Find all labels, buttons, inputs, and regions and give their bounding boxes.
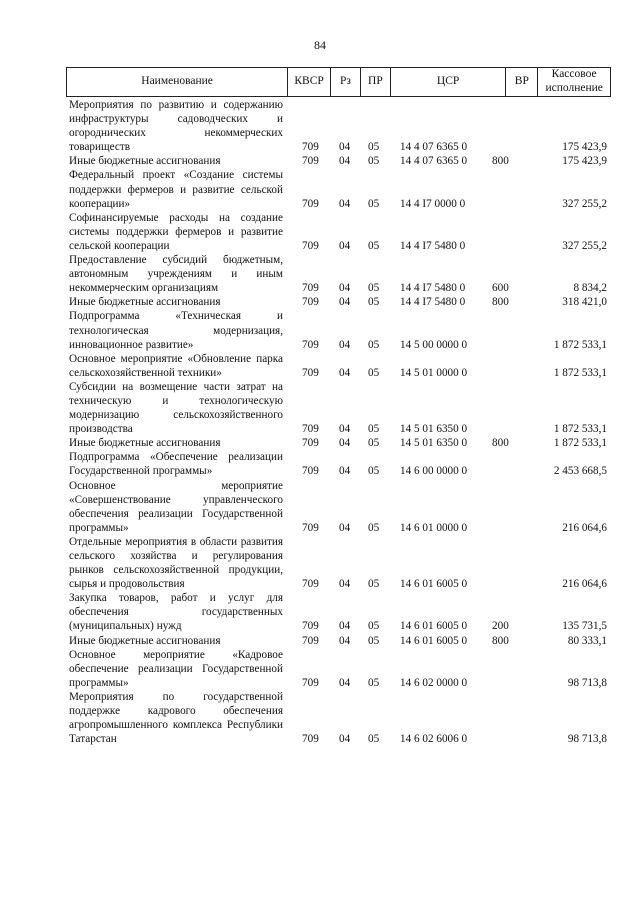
row-pr: 05 <box>368 733 380 746</box>
row-kvsr: 709 <box>302 197 319 210</box>
row-amount: 98 713,8 <box>567 733 607 746</box>
row-csr: 14 6 00 0000 0 <box>400 465 468 478</box>
row-pr: 05 <box>368 676 380 689</box>
row-kvsr: 709 <box>302 634 319 647</box>
row-kvsr: 709 <box>302 296 319 309</box>
row-amount: 1 872 533,1 <box>553 338 607 351</box>
table-row <box>69 380 609 436</box>
table-row <box>69 352 609 380</box>
table-row <box>69 648 609 690</box>
row-csr: 14 4 I7 5480 0 <box>400 282 466 295</box>
row-kvsr: 709 <box>302 733 319 746</box>
row-csr: 14 5 00 0000 0 <box>400 338 468 351</box>
row-rz: 04 <box>339 437 351 450</box>
row-kvsr: 709 <box>302 338 319 351</box>
row-pr: 05 <box>368 423 380 436</box>
row-pr: 05 <box>368 366 380 379</box>
row-amount: 1 872 533,1 <box>553 366 607 379</box>
row-pr: 05 <box>368 197 380 210</box>
table-row <box>69 450 609 478</box>
row-pr: 05 <box>368 521 380 534</box>
row-pr: 05 <box>368 239 380 252</box>
row-amount: 318 421,0 <box>562 296 607 309</box>
row-kvsr: 709 <box>302 155 319 168</box>
row-name: Мероприятия по государственной поддержке кадрового обеспечения агропромышленного комплекса Республики Татарстан <box>69 690 283 746</box>
row-name: Иные бюджетные ассигнования <box>69 634 221 647</box>
row-name: Отдельные мероприятия в области развития сельского хозяйства и регулирования рынков сельскохозяйственной продукции, сырья и продовольствия <box>69 535 283 591</box>
row-csr: 14 4 I7 0000 0 <box>400 197 466 210</box>
row-name: Софинансируемые расходы на создание системы поддержки фермеров и развитие сельской кооперации <box>69 211 283 252</box>
header-vr: ВР <box>506 68 538 96</box>
row-amount: 327 255,2 <box>562 239 607 252</box>
table-header <box>66 67 611 97</box>
row-kvsr: 709 <box>302 465 319 478</box>
row-amount: 2 453 668,5 <box>553 465 607 478</box>
row-kvsr: 709 <box>302 239 319 252</box>
row-amount: 98 713,8 <box>567 676 607 689</box>
row-pr: 05 <box>368 437 380 450</box>
row-amount: 216 064,6 <box>562 578 607 591</box>
row-rz: 04 <box>339 155 351 168</box>
row-rz: 04 <box>339 282 351 295</box>
table-row <box>69 211 609 253</box>
row-csr: 14 6 01 6005 0 <box>400 620 468 633</box>
row-rz: 04 <box>339 634 351 647</box>
table-row <box>69 479 609 535</box>
header-rz: Рз <box>331 68 361 96</box>
row-amount: 175 423,9 <box>562 141 607 154</box>
row-csr: 14 6 02 6006 0 <box>400 733 468 746</box>
row-name: Федеральный проект «Создание системы поддержки фермеров и развитие сельской кооперации» <box>69 169 283 210</box>
row-pr: 05 <box>368 578 380 591</box>
row-csr: 14 6 01 6005 0 <box>400 634 468 647</box>
table-row <box>69 591 609 633</box>
row-csr: 14 4 I7 5480 0 <box>400 296 466 309</box>
row-rz: 04 <box>339 733 351 746</box>
header-name: Наименование <box>67 68 288 96</box>
row-name: Предоставление субсидий бюджетным, автономным учреждениям и иным некоммерческим организациям <box>69 254 283 295</box>
row-csr: 14 4 07 6365 0 <box>400 155 468 168</box>
table-body <box>69 98 609 746</box>
row-kvsr: 709 <box>302 620 319 633</box>
table-row <box>69 436 609 450</box>
row-pr: 05 <box>368 141 380 154</box>
row-kvsr: 709 <box>302 282 319 295</box>
row-vr: 800 <box>492 634 509 647</box>
row-vr: 800 <box>492 296 509 309</box>
row-name: Основное мероприятие «Обновление парка сельскохозяйственной техники» <box>69 352 283 379</box>
row-pr: 05 <box>368 620 380 633</box>
row-rz: 04 <box>339 296 351 309</box>
row-csr: 14 5 01 6350 0 <box>400 423 468 436</box>
header-pr: ПР <box>361 68 391 96</box>
row-pr: 05 <box>368 296 380 309</box>
row-kvsr: 709 <box>302 141 319 154</box>
row-kvsr: 709 <box>302 578 319 591</box>
row-pr: 05 <box>368 338 380 351</box>
table-row <box>69 309 609 351</box>
header-kassovoe-line2: исполнение <box>545 82 603 94</box>
table-row <box>69 535 609 591</box>
row-name: Подпрограмма «Обеспечение реализации Государственной программы» <box>69 451 283 478</box>
row-vr: 200 <box>492 620 509 633</box>
row-rz: 04 <box>339 366 351 379</box>
row-vr: 800 <box>492 155 509 168</box>
row-name: Подпрограмма «Техническая и технологическая модернизация, инновационное развитие» <box>69 310 283 351</box>
row-rz: 04 <box>339 521 351 534</box>
row-amount: 80 333,1 <box>567 634 607 647</box>
table-row <box>69 253 609 295</box>
row-name: Субсидии на возмещение части затрат на техническую и технологическую модернизацию сельскохозяйственного производства <box>69 380 283 436</box>
row-amount: 135 731,5 <box>562 620 607 633</box>
row-amount: 8 834,2 <box>573 282 607 295</box>
row-amount: 175 423,9 <box>562 155 607 168</box>
table-row <box>69 634 609 648</box>
row-name: Основное мероприятие «Совершенствование управленческого обеспечения реализации Государственной программы» <box>69 479 283 534</box>
table-row <box>69 168 609 210</box>
row-name: Основное мероприятие «Кадровое обеспечение реализации Государственной программы» <box>69 648 283 689</box>
row-rz: 04 <box>339 423 351 436</box>
row-vr: 600 <box>492 282 509 295</box>
row-csr: 14 6 01 0000 0 <box>400 521 468 534</box>
row-rz: 04 <box>339 338 351 351</box>
row-name: Мероприятия по развитию и содержанию инфраструктуры садоводческих и огороднических некоммерческих товариществ <box>69 99 283 154</box>
row-rz: 04 <box>339 141 351 154</box>
row-rz: 04 <box>339 578 351 591</box>
header-csr: ЦСР <box>391 68 507 96</box>
table-row <box>69 98 609 154</box>
row-kvsr: 709 <box>302 437 319 450</box>
row-kvsr: 709 <box>302 366 319 379</box>
row-pr: 05 <box>368 465 380 478</box>
header-kassovoe-ispolnenie <box>538 68 610 96</box>
row-rz: 04 <box>339 676 351 689</box>
row-kvsr: 709 <box>302 676 319 689</box>
row-name: Иные бюджетные ассигнования <box>69 296 221 309</box>
row-name: Иные бюджетные ассигнования <box>69 155 221 168</box>
row-vr: 800 <box>492 437 509 450</box>
row-csr: 14 6 01 6005 0 <box>400 578 468 591</box>
row-csr: 14 4 I7 5480 0 <box>400 239 466 252</box>
row-pr: 05 <box>368 155 380 168</box>
row-rz: 04 <box>339 465 351 478</box>
page-number: 84 <box>314 38 326 52</box>
row-amount: 216 064,6 <box>562 521 607 534</box>
row-csr: 14 6 02 0000 0 <box>400 676 468 689</box>
row-name: Иные бюджетные ассигнования <box>69 437 221 450</box>
header-kvsr: КВСР <box>288 68 331 96</box>
row-kvsr: 709 <box>302 521 319 534</box>
table-row <box>69 154 609 168</box>
row-pr: 05 <box>368 282 380 295</box>
table-row <box>69 295 609 309</box>
row-pr: 05 <box>368 634 380 647</box>
row-csr: 14 5 01 6350 0 <box>400 437 468 450</box>
row-csr: 14 5 01 0000 0 <box>400 366 468 379</box>
row-amount: 1 872 533,1 <box>553 437 607 450</box>
table-row <box>69 690 609 746</box>
row-rz: 04 <box>339 197 351 210</box>
row-rz: 04 <box>339 239 351 252</box>
row-csr: 14 4 07 6365 0 <box>400 141 468 154</box>
header-kassovoe-line1: Кассовое <box>551 68 597 81</box>
row-amount: 327 255,2 <box>562 197 607 210</box>
row-amount: 1 872 533,1 <box>553 423 607 436</box>
row-kvsr: 709 <box>302 423 319 436</box>
row-rz: 04 <box>339 620 351 633</box>
row-name: Закупка товаров, работ и услуг для обеспечения государственных (муниципальных) нужд <box>69 592 283 633</box>
